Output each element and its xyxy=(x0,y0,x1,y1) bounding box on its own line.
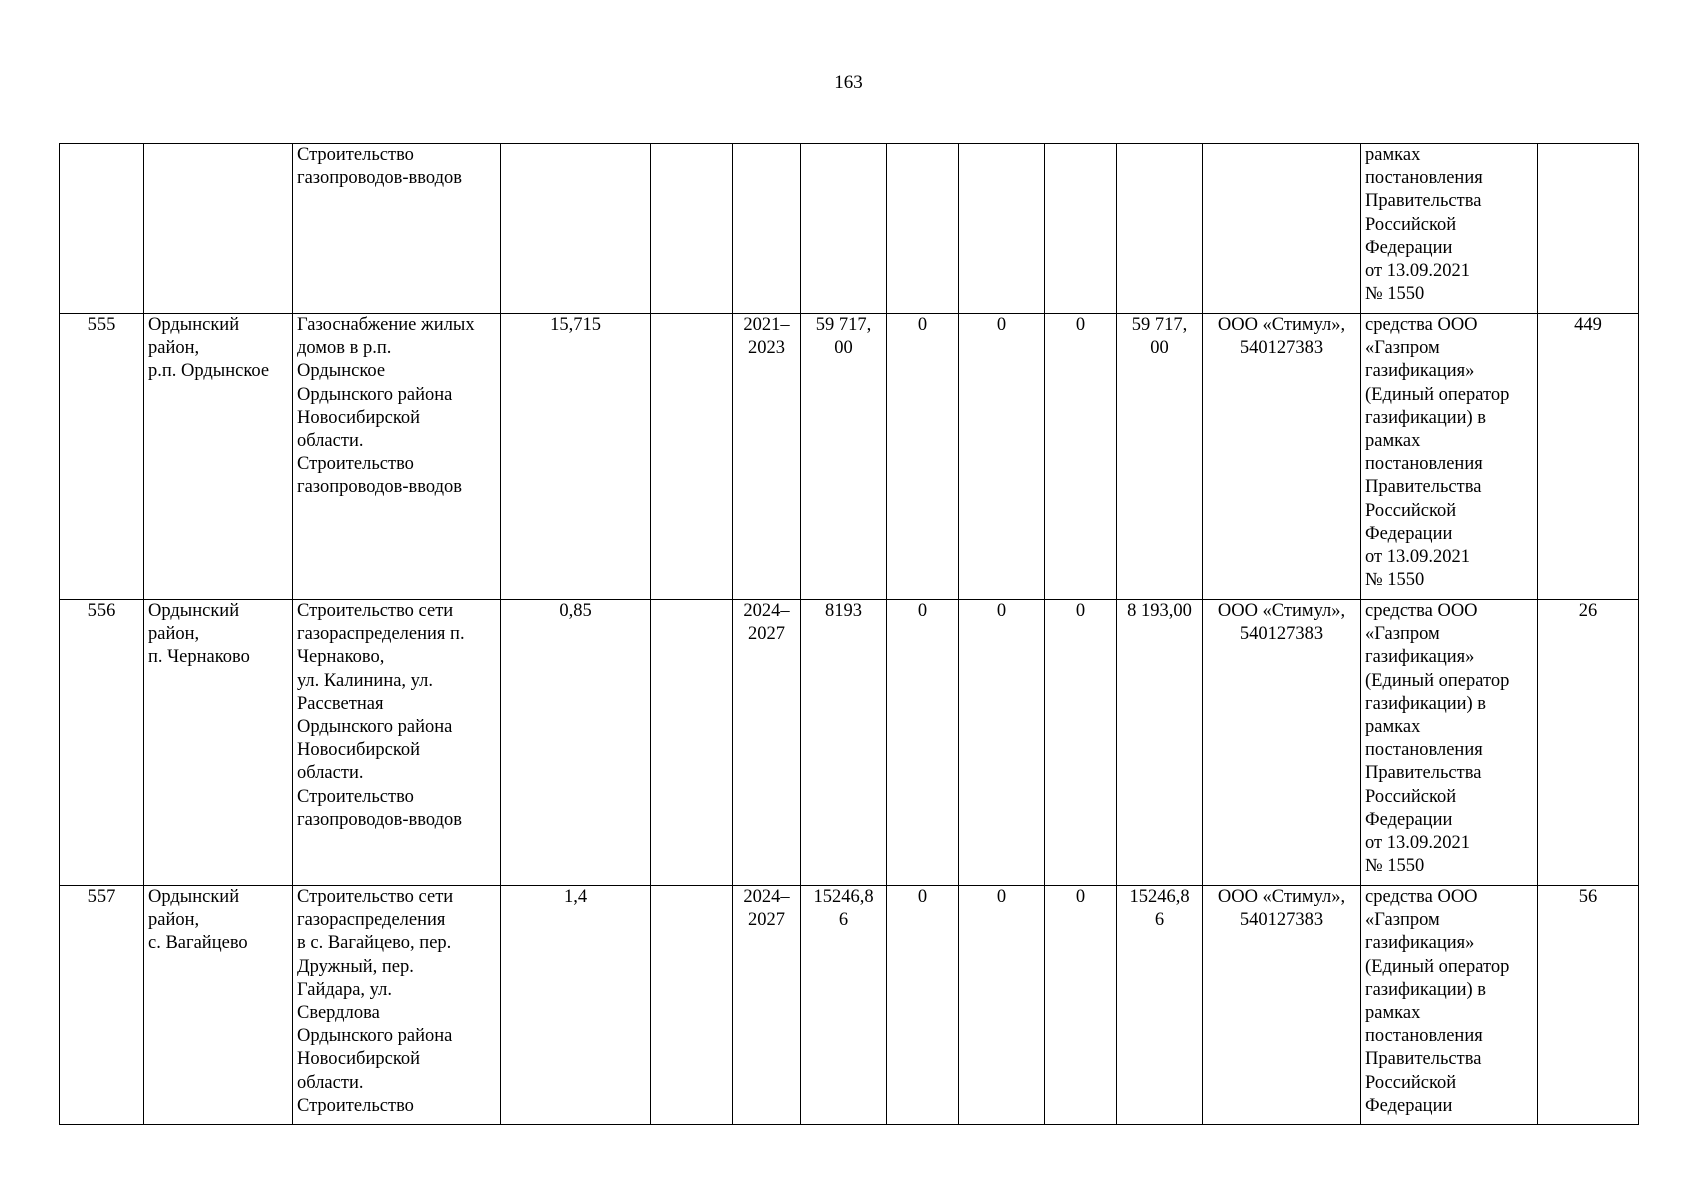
funding-cell: 59 717, 00 xyxy=(1117,314,1203,600)
executor-cell xyxy=(1203,144,1361,314)
total-cost-cell xyxy=(801,144,887,314)
funding-source-cell: средства ООО «Газпром газификация» (Единый оператор газификации) в рамках постановления Правительства Российской Федерации xyxy=(1361,886,1538,1125)
location-cell: Ордынский район, р.п. Ордынское xyxy=(144,314,293,600)
funding-cell: 0 xyxy=(959,314,1045,600)
row-number-cell xyxy=(60,144,144,314)
count-cell: 449 xyxy=(1538,314,1639,600)
table-row xyxy=(60,600,1639,886)
empty-cell xyxy=(651,314,733,600)
funding-cell: 0 xyxy=(1045,886,1117,1125)
funding-cell: 0 xyxy=(1045,314,1117,600)
period-cell: 2024– 2027 xyxy=(733,600,801,886)
period-cell: 2021– 2023 xyxy=(733,314,801,600)
total-cost-cell: 59 717, 00 xyxy=(801,314,887,600)
funding-cell xyxy=(959,144,1045,314)
funding-cell xyxy=(887,144,959,314)
funding-source-cell: рамках постановления Правительства Российской Федерации от 13.09.2021 № 1550 xyxy=(1361,144,1538,314)
funding-cell: 0 xyxy=(887,886,959,1125)
table-row xyxy=(60,886,1639,1125)
funding-cell xyxy=(1117,144,1203,314)
location-cell: Ордынский район, с. Вагайцево xyxy=(144,886,293,1125)
location-cell: Ордынский район, п. Чернаково xyxy=(144,600,293,886)
period-cell xyxy=(733,144,801,314)
object-cell: Строительство сети газораспределения п. Чернаково, ул. Калинина, ул. Рассветная Ордынского района Новосибирской области. Строительство газопроводов-вводов xyxy=(293,600,501,886)
funding-cell: 15246,8 6 xyxy=(1117,886,1203,1125)
row-number-cell: 557 xyxy=(60,886,144,1125)
total-cost-cell: 15246,8 6 xyxy=(801,886,887,1125)
funding-cell: 0 xyxy=(1045,600,1117,886)
empty-cell xyxy=(651,886,733,1125)
length-cell xyxy=(501,144,651,314)
period-cell: 2024– 2027 xyxy=(733,886,801,1125)
object-cell: Строительство сети газораспределения в с. Вагайцево, пер. Дружный, пер. Гайдара, ул. Свердлова Ордынского района Новосибирской области. Строительство xyxy=(293,886,501,1125)
funding-source-cell: средства ООО «Газпром газификация» (Единый оператор газификации) в рамках постановления Правительства Российской Федерации от 13.09.2021 № 1550 xyxy=(1361,314,1538,600)
length-cell: 1,4 xyxy=(501,886,651,1125)
row-number-cell: 556 xyxy=(60,600,144,886)
length-cell: 15,715 xyxy=(501,314,651,600)
length-cell: 0,85 xyxy=(501,600,651,886)
executor-cell: ООО «Стимул», 540127383 xyxy=(1203,886,1361,1125)
funding-cell: 0 xyxy=(959,886,1045,1125)
location-cell xyxy=(144,144,293,314)
funding-source-cell: средства ООО «Газпром газификация» (Единый оператор газификации) в рамках постановления Правительства Российской Федерации от 13.09.2021 № 1550 xyxy=(1361,600,1538,886)
empty-cell xyxy=(651,600,733,886)
empty-cell xyxy=(651,144,733,314)
count-cell: 56 xyxy=(1538,886,1639,1125)
gasification-table xyxy=(59,143,1639,1125)
funding-cell: 0 xyxy=(887,314,959,600)
executor-cell: ООО «Стимул», 540127383 xyxy=(1203,600,1361,886)
row-number-cell: 555 xyxy=(60,314,144,600)
funding-cell: 8 193,00 xyxy=(1117,600,1203,886)
count-cell: 26 xyxy=(1538,600,1639,886)
funding-cell: 0 xyxy=(959,600,1045,886)
table-row xyxy=(60,144,1639,314)
object-cell: Строительство газопроводов-вводов xyxy=(293,144,501,314)
table-row xyxy=(60,314,1639,600)
funding-cell xyxy=(1045,144,1117,314)
count-cell xyxy=(1538,144,1639,314)
funding-cell: 0 xyxy=(887,600,959,886)
page-number: 163 xyxy=(834,72,863,93)
object-cell: Газоснабжение жилых домов в р.п. Ордынское Ордынского района Новосибирской области. Строительство газопроводов-вводов xyxy=(293,314,501,600)
executor-cell: ООО «Стимул», 540127383 xyxy=(1203,314,1361,600)
total-cost-cell: 8193 xyxy=(801,600,887,886)
